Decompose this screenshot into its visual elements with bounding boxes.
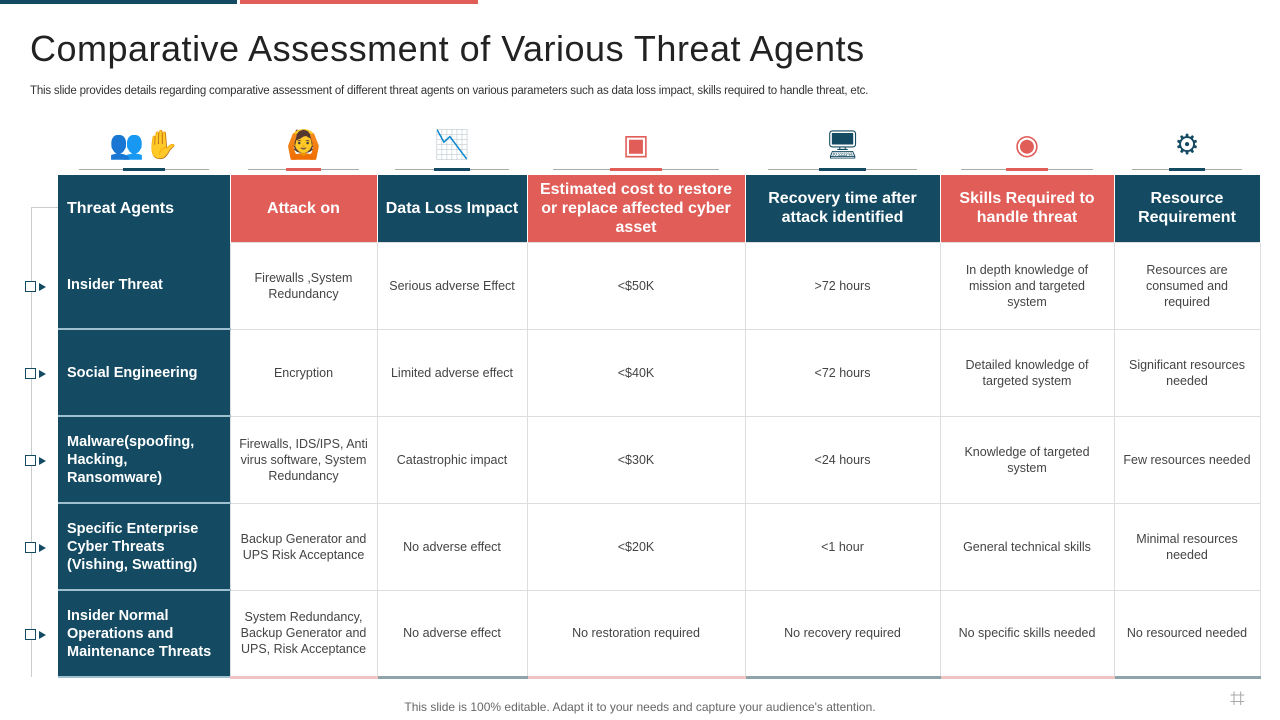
table-cell: Catastrophic impact	[377, 416, 527, 503]
threat-agent-name: Specific Enterprise Cyber Threats (Vishing, Swatting)	[58, 503, 230, 590]
table-cell: Firewalls ,System Redundancy	[230, 242, 377, 329]
threat-agent-name: Social Engineering	[58, 329, 230, 416]
table-cell: Knowledge of targeted system	[940, 416, 1114, 503]
table-cell: No resourced needed	[1114, 590, 1260, 677]
top-accent-red	[240, 0, 478, 4]
circuit-board-icon: ▣	[527, 128, 745, 174]
row-marker-icon	[25, 629, 47, 641]
table-cell: Backup Generator and UPS Risk Acceptance	[230, 503, 377, 590]
table-cell: No adverse effect	[377, 503, 527, 590]
column-header: Recovery time after attack identified	[745, 175, 940, 242]
column-header: Resource Requirement	[1114, 175, 1260, 242]
table-cell: Few resources needed	[1114, 416, 1260, 503]
column-header: Threat Agents	[58, 175, 230, 242]
table-cell: <$40K	[527, 329, 745, 416]
threat-agent-name: Insider Threat	[58, 242, 230, 329]
top-accent-teal	[0, 0, 237, 4]
table-cell: Firewalls, IDS/IPS, Anti virus software, System Redundancy	[230, 416, 377, 503]
connector-line	[31, 207, 32, 677]
chart-decline-icon: 📉	[377, 128, 527, 174]
table-cell: <$50K	[527, 242, 745, 329]
table-cell: In depth knowledge of mission and targeted system	[940, 242, 1114, 329]
people-stop-icon: 👥✋	[58, 128, 230, 174]
threat-agent-name: Insider Normal Operations and Maintenance Threats	[58, 590, 230, 677]
threat-comparison-table	[58, 175, 1261, 679]
table-cell: Serious adverse Effect	[377, 242, 527, 329]
table-row	[58, 329, 1260, 416]
column-header: Attack on	[230, 175, 377, 242]
table-cell: <72 hours	[745, 329, 940, 416]
table-cell: Detailed knowledge of targeted system	[940, 329, 1114, 416]
table-row	[58, 590, 1260, 677]
monitor-search-icon: 🖥	[745, 128, 940, 174]
table-cell: No adverse effect	[377, 590, 527, 677]
table-cell: No restoration required	[527, 590, 745, 677]
column-header: Estimated cost to restore or replace affected cyber asset	[527, 175, 745, 242]
page-title: Comparative Assessment of Various Threat Agents	[30, 28, 865, 69]
threat-agent-name: Malware(spoofing, Hacking, Ransomware)	[58, 416, 230, 503]
table-cell: Significant resources needed	[1114, 329, 1260, 416]
table-row	[58, 242, 1260, 329]
target-person-icon: ◉	[940, 128, 1114, 174]
presentation-monitor-icon: ⌗	[1230, 683, 1245, 713]
table-cell: <24 hours	[745, 416, 940, 503]
table-cell: Encryption	[230, 329, 377, 416]
table-row	[58, 503, 1260, 590]
table-row	[58, 416, 1260, 503]
table-cell: Minimal resources needed	[1114, 503, 1260, 590]
table-cell: Limited adverse effect	[377, 329, 527, 416]
table-cell: >72 hours	[745, 242, 940, 329]
server-gear-icon: ⚙	[1114, 128, 1260, 174]
hacker-alarm-icon: 🙆	[230, 128, 377, 174]
table-cell: No recovery required	[745, 590, 940, 677]
footer-note: This slide is 100% editable. Adapt it to your needs and capture your audience's attention.	[404, 700, 876, 714]
column-header: Skills Required to handle threat	[940, 175, 1114, 242]
table-cell: <1 hour	[745, 503, 940, 590]
row-marker-icon	[25, 542, 47, 554]
connector-line	[31, 207, 58, 208]
table-cell: Resources are consumed and required	[1114, 242, 1260, 329]
table-cell: <$20K	[527, 503, 745, 590]
row-marker-icon	[25, 455, 47, 467]
table-cell: <$30K	[527, 416, 745, 503]
column-header: Data Loss Impact	[377, 175, 527, 242]
table-cell: No specific skills needed	[940, 590, 1114, 677]
row-marker-icon	[25, 281, 47, 293]
row-marker-icon	[25, 368, 47, 380]
page-subtitle: This slide provides details regarding comparative assessment of different threat agents on various parameters such as data loss impact, skills required to handle threat, etc.	[30, 85, 869, 97]
table-cell: System Redundancy, Backup Generator and UPS, Risk Acceptance	[230, 590, 377, 677]
table-cell: General technical skills	[940, 503, 1114, 590]
